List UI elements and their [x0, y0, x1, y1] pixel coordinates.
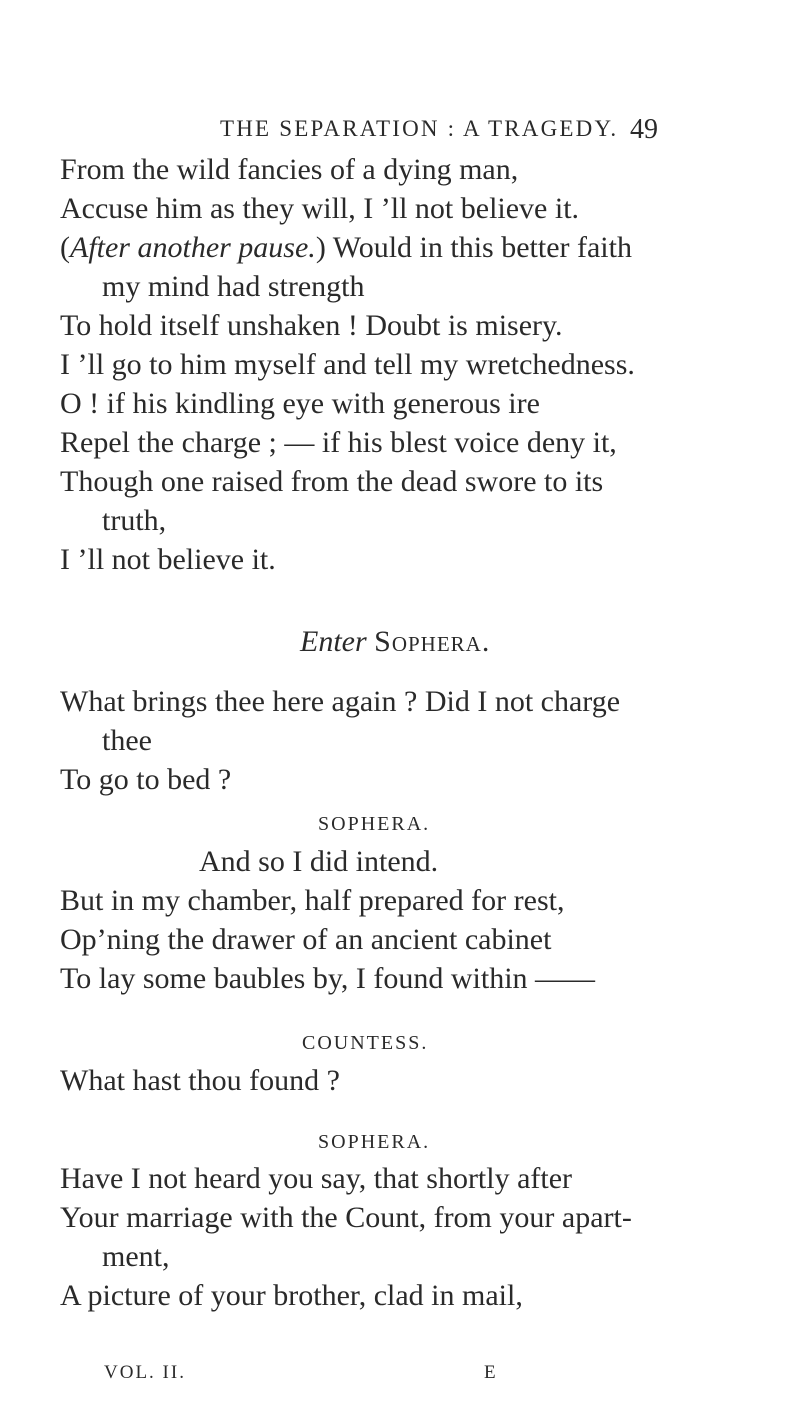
verse-line: A picture of your brother, clad in mail,	[60, 1279, 523, 1312]
verse-line: Though one raised from the dead swore to its	[60, 465, 604, 498]
verse-line-continued: truth,	[102, 504, 167, 537]
verse-line	[60, 228, 632, 268]
verse-line: Have I not heard you say, that shortly after	[60, 1162, 573, 1195]
verse-line-continued: my mind had strength	[102, 270, 365, 303]
stage-enter-word: Enter	[300, 625, 367, 658]
stage-enter-name: Sophera.	[374, 625, 491, 658]
verse-line: From the wild fancies of a dying man,	[60, 153, 519, 186]
speaker-name: COUNTESS.	[302, 1032, 429, 1054]
speaker-name: SOPHERA.	[318, 1131, 431, 1153]
verse-line: To hold itself unshaken ! Doubt is misery.	[60, 309, 563, 342]
verse-line: To lay some baubles by, I found within ——	[60, 962, 596, 995]
verse-line: What brings thee here again ? Did I not charge	[60, 685, 621, 718]
page-number: 49	[630, 114, 658, 145]
verse-line-continued: ment,	[102, 1240, 170, 1273]
paren-open: (	[60, 231, 70, 264]
verse-line: O ! if his kindling eye with generous ire	[60, 387, 540, 420]
verse-line-rest: Would in this better faith	[332, 231, 632, 264]
verse-line: But in my chamber, half prepared for rest,	[60, 884, 565, 917]
verse-line: Your marriage with the Count, from your apart-	[60, 1201, 632, 1234]
volume-mark: VOL. II.	[104, 1362, 186, 1383]
running-title: THE SEPARATION : A TRAGEDY.	[220, 116, 619, 141]
signature-mark: E	[484, 1362, 498, 1383]
verse-line: Op’ning the drawer of an ancient cabinet	[60, 923, 552, 956]
verse-line: I ’ll go to him myself and tell my wretchedness.	[60, 348, 635, 381]
paren-close: )	[315, 231, 326, 264]
verse-line: Repel the charge ; — if his blest voice deny it,	[60, 426, 617, 459]
verse-line-continued: thee	[102, 724, 152, 757]
verse-line: To go to bed ?	[60, 763, 232, 796]
speaker-name: SOPHERA.	[318, 813, 431, 835]
verse-line: And so I did intend.	[199, 845, 439, 878]
verse-line: I ’ll not believe it.	[60, 543, 276, 576]
verse-line: What hast thou found ?	[60, 1064, 340, 1097]
verse-line: Accuse him as they will, I ’ll not believe it.	[60, 192, 580, 225]
stage-direction-enter	[300, 622, 490, 662]
stage-direction-inline: After another pause.	[70, 231, 316, 264]
